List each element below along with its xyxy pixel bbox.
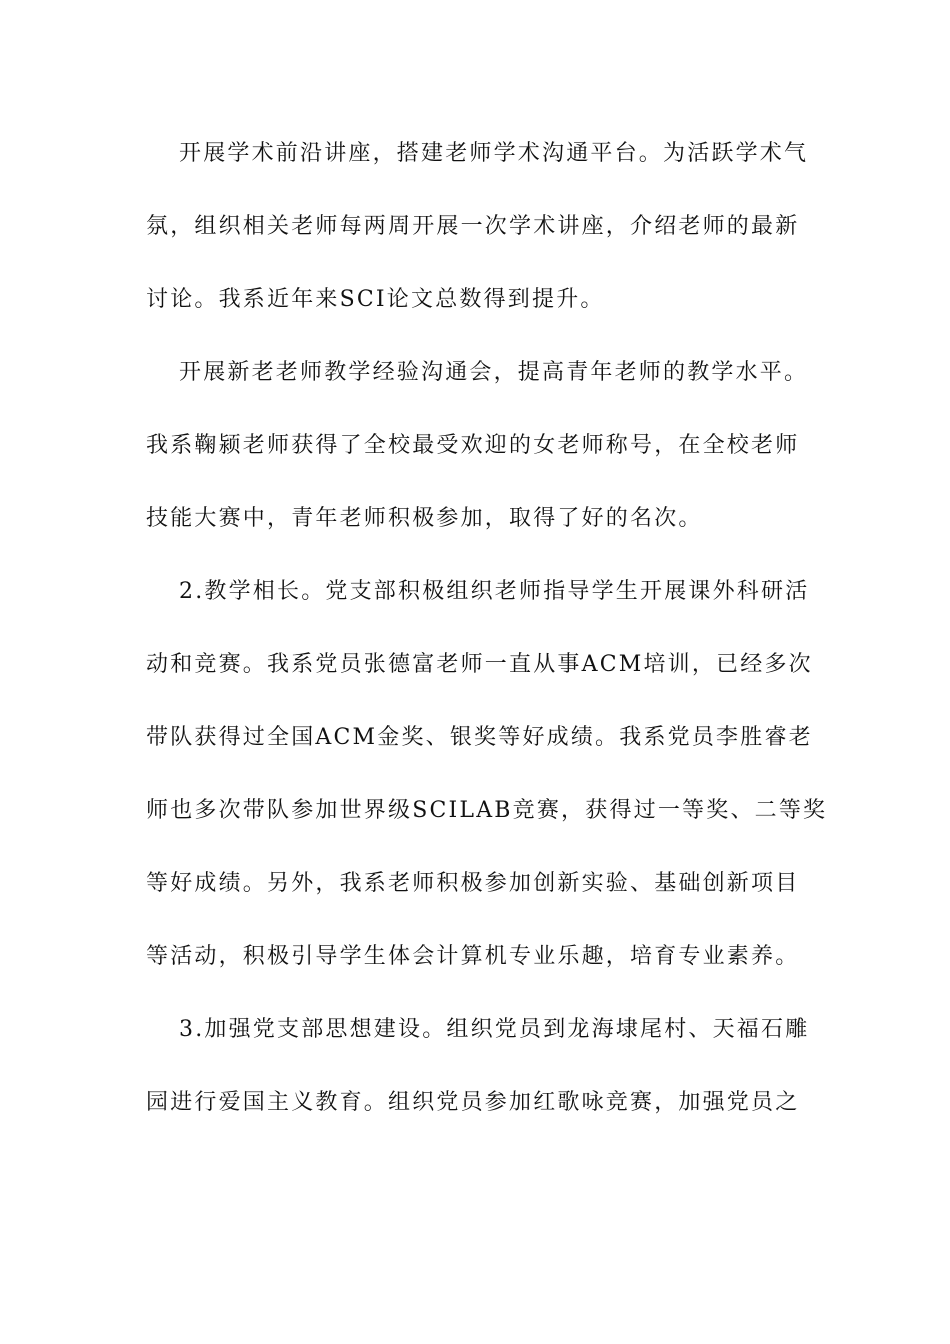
paragraph-line: 开展学术前沿讲座，搭建老师学术沟通平台。为活跃学术气 [179, 141, 809, 166]
paragraph-line: 我系鞠颍老师获得了全校最受欢迎的女老师称号，在全校老师 [146, 433, 800, 458]
paragraph-line: 带队获得过全国ACM金奖、银奖等好成绩。我系党员李胜睿老 [146, 725, 813, 750]
paragraph-line: 3.加强党支部思想建设。组织党员到龙海埭尾村、天福石雕 [179, 1017, 810, 1042]
body-text [146, 128, 828, 1150]
paragraph-line: 技能大赛中，青年老师积极参加，取得了好的名次。 [146, 506, 703, 531]
paragraph-line: 等活动，积极引导学生体会计算机专业乐趣，培育专业素养。 [146, 944, 800, 969]
paragraph-line: 师也多次带队参加世界级SCILAB竞赛，获得过一等奖、二等奖 [146, 798, 828, 823]
paragraph-line: 动和竞赛。我系党员张德富老师一直从事ACM培训，已经多次 [146, 652, 813, 677]
paragraph-line: 氛，组织相关老师每两周开展一次学术讲座，介绍老师的最新 [146, 214, 800, 239]
paragraph-line: 开展新老老师教学经验沟通会，提高青年老师的教学水平。 [179, 360, 809, 385]
paragraph-line: 讨论。我系近年来SCI论文总数得到提升。 [146, 287, 605, 312]
paragraph-line: 园进行爱国主义教育。组织党员参加红歌咏竞赛，加强党员之 [146, 1090, 800, 1115]
paragraph-line: 2.教学相长。党支部积极组织老师指导学生开展课外科研活 [179, 579, 810, 604]
paragraph-line: 等好成绩。另外，我系老师积极参加创新实验、基础创新项目 [146, 871, 800, 896]
